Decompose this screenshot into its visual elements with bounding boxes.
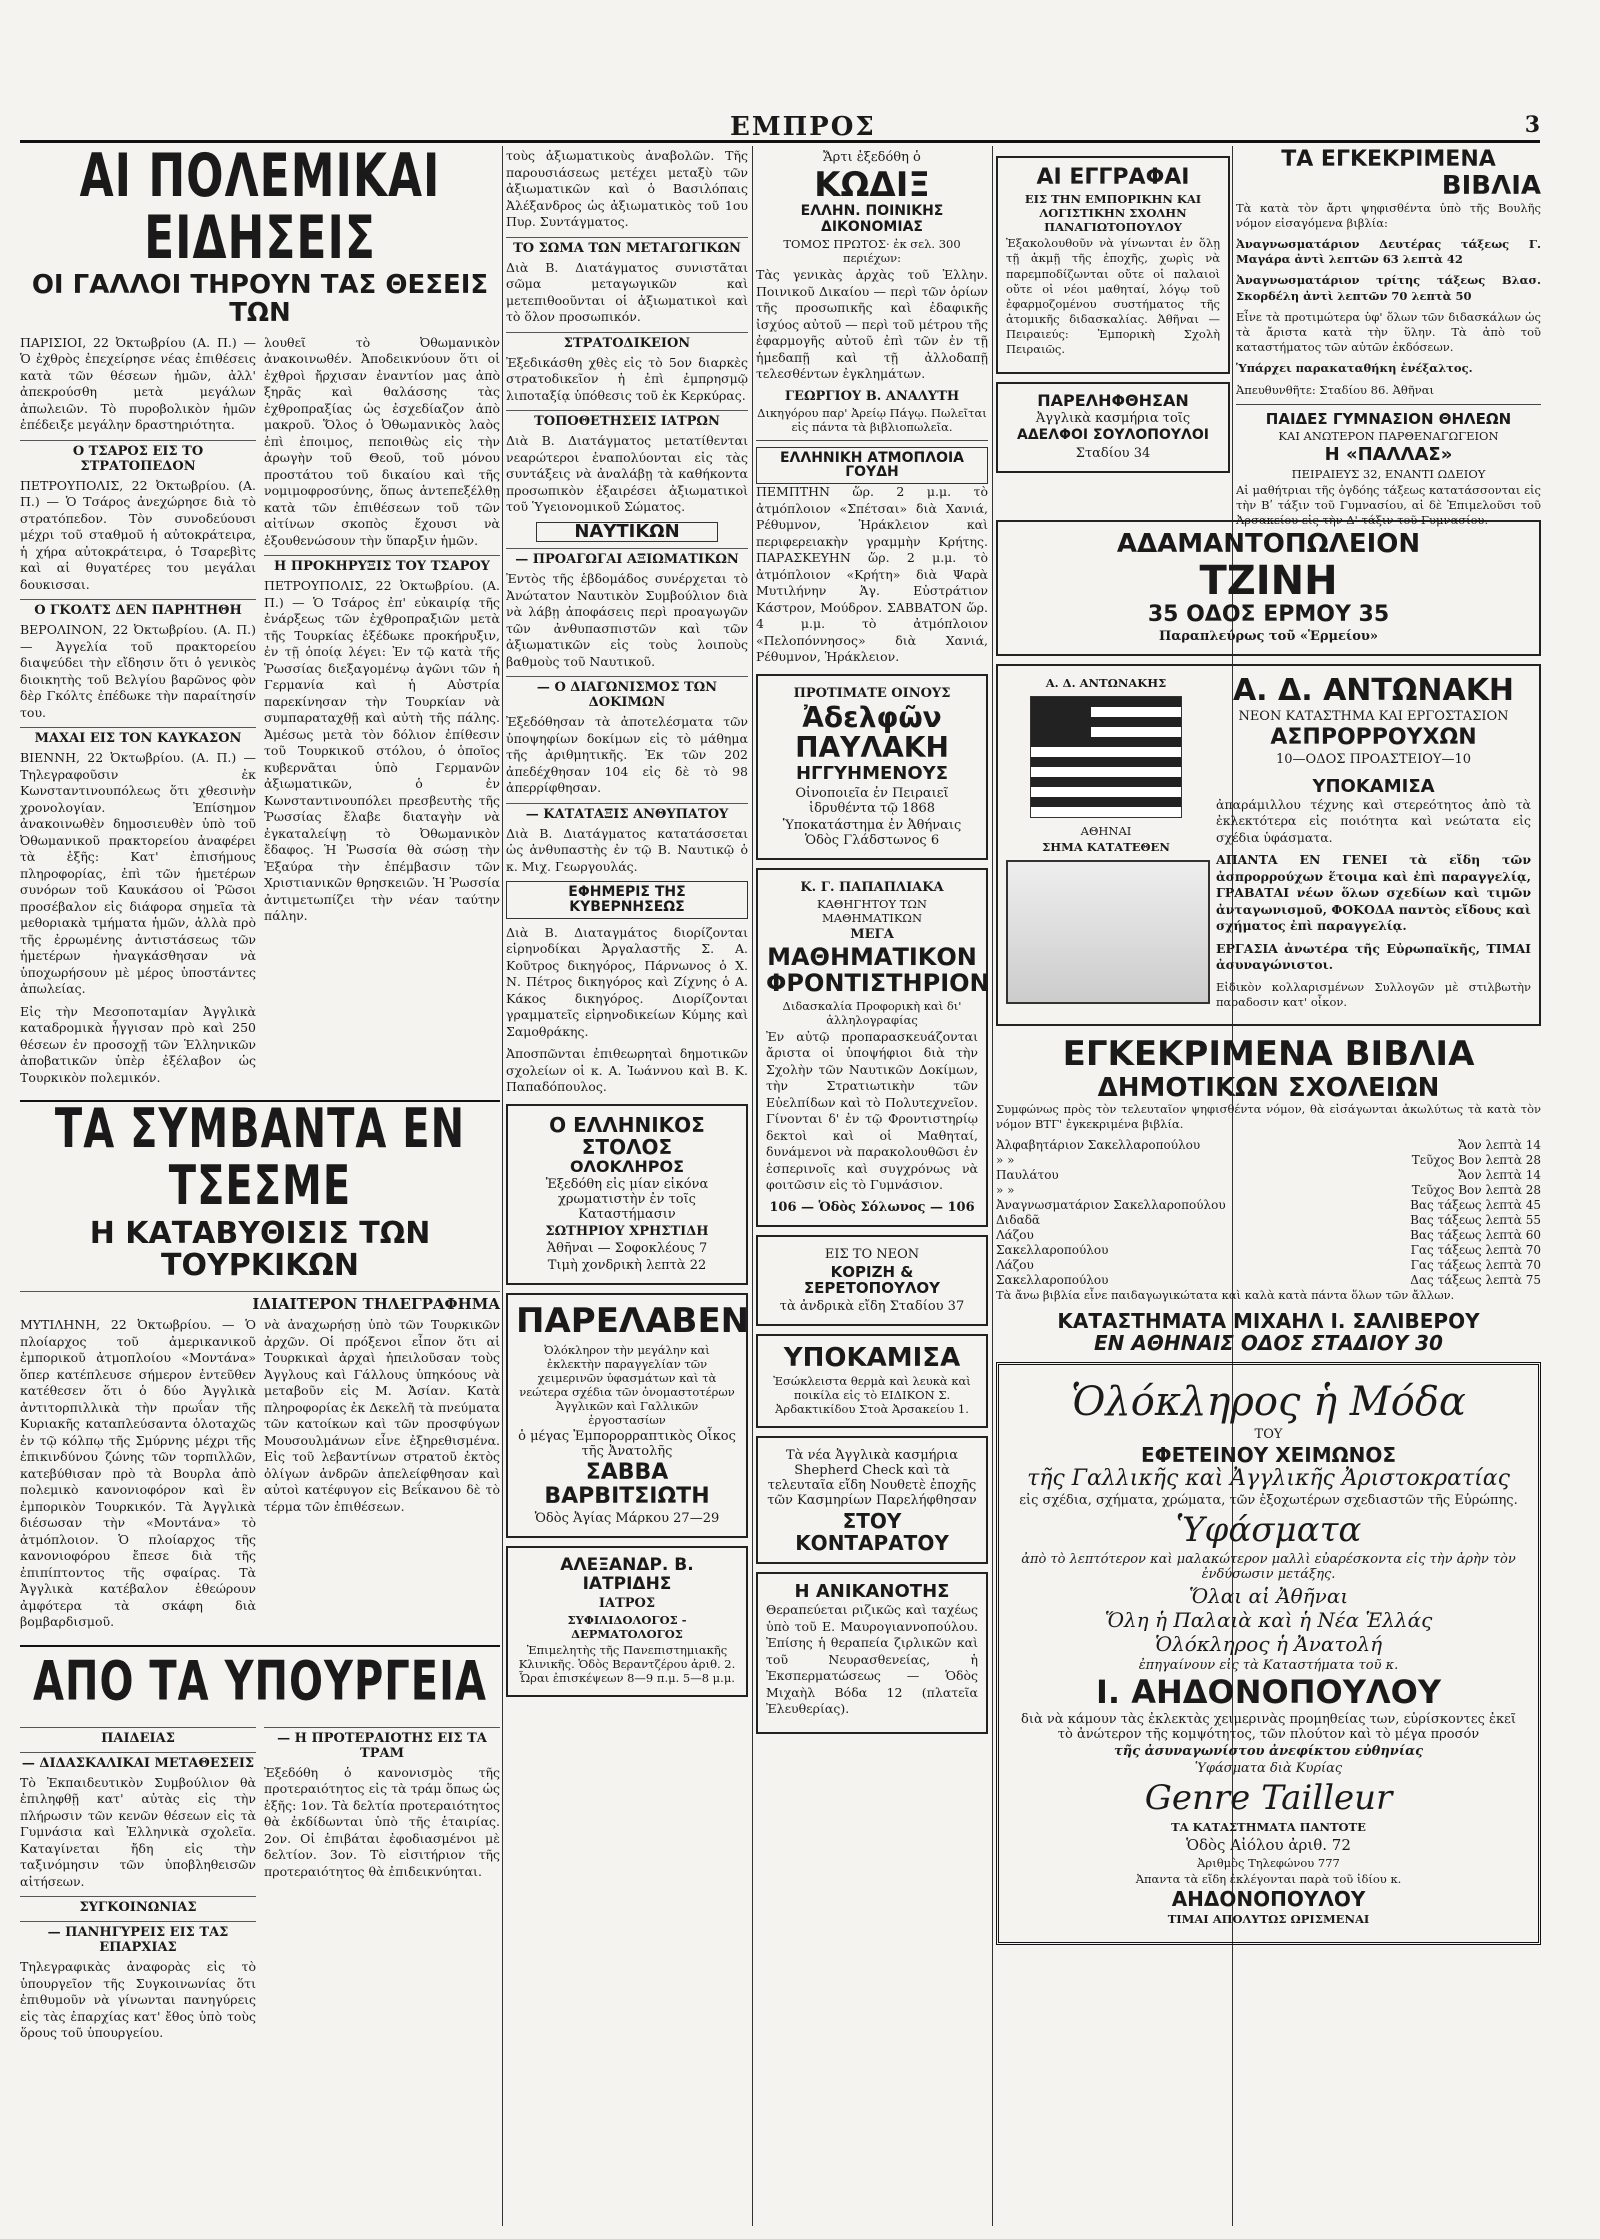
ad-paragraph: Ἀπευθυνθῆτε: Σταδίου 86. Ἀθῆναι — [1236, 382, 1434, 397]
column-ads-middle — [756, 148, 988, 1742]
ad-line: Διδασκαλία Προφορικὴ καὶ δι' ἀλληλογραφίας — [782, 998, 962, 1027]
section-heading-shipping: ΕΛΛΗΝΙΚΗ ΑΤΜΟΠΛΟΙΑ ΓΟΥΔΗ — [756, 447, 988, 484]
ad-title: ΜΑΘΗΜΑΤΙΚΟΝ ΦΡΟΝΤΙΣΤΗΡΙΟΝ — [766, 942, 990, 998]
book-price: Γας τάξεως λεπτὰ 70 — [1410, 1243, 1541, 1258]
ad-line: Ὁδὸς Ἀγίας Μάρκου 27—29 — [534, 1511, 720, 1527]
ad-title: Ἀδελφῶν ΠΑΥΛΑΚΗ — [795, 700, 949, 765]
section-heading: — Ο ΔΙΑΓΩΝΙΣΜΟΣ ΤΩΝ ΔΟΚΙΜΩΝ — [506, 676, 748, 710]
ad-line: Ἀριθμὸς Τηλεφώνου 777 — [1197, 1855, 1340, 1870]
article-paragraph: Ἐξεδόθη ὁ κανονισμὸς τῆς προτεραιότητος εἰς τὰ τράμ ὅπως ὡς ἑξῆς: 1ον. Τὰ δελτία προτεραιότητος θὰ ἐκδίδωνται ὑπὸ τῆς ἑταιρίας. 2ον. Οἱ ἐπιβάται ἐφοδιασμένοι μὲ δελτίον. 3ον. Τὸ εἰσιτήριον τῆς προτεραιότητος θὰ ἐπιδεικνύηται. — [264, 1764, 500, 1879]
ad-paragraph: Εἰδικὸν κολλαρισμένων Συλλογῶν μὲ στιλβωτὴν παραδοσιν κατ' οἶκον. — [1216, 979, 1531, 1009]
ad-line: τῆς Γαλλικῆς καὶ Ἀγγλικῆς Ἀριστοκρατίας — [1027, 1465, 1510, 1491]
ad-title: ΤΑ ΕΓΚΕΚΡΙΜΕΝΑ — [1281, 147, 1496, 172]
ad-line: 10—ΟΔΟΣ ΠΡΟΑΣΤΕΙΟΥ—10 — [1276, 751, 1471, 767]
ad-line: 106 — Ὁδὸς Σόλωνος — 106 — [769, 1199, 975, 1215]
section-heading: ΤΟΠΟΘΕΤΗΣΕΙΣ ΙΑΤΡΩΝ — [506, 410, 748, 429]
ad-line: Ἀθῆναι — Σοφοκλέους 7 — [546, 1241, 708, 1257]
book-price: Γας τάξεως λεπτὰ 70 — [1410, 1258, 1541, 1273]
ad-line: Ἀγγλικὰ κασμήρια τοῖς — [1035, 411, 1191, 427]
book-row — [996, 1273, 1541, 1287]
book-price: Τεῦχος Βον λεπτὰ 28 — [1411, 1153, 1541, 1168]
ad-title: ΠΑΙΔΕΣ ΓΥΜΝΑΣΙΟΝ ΘΗΛΕΩΝ — [1265, 409, 1512, 428]
article-paragraph: Εἰς τὴν Μεσοποταμίαν Ἀγγλικὰ καταδρομικὰ ἦγγισαν πρὸ καὶ 250 θέσεων ἐν προσοχῇ τῶν Ἑλληνικῶν ἀποβατικῶν ὑπὲρ ἐξέλαβον ὡς Τουρκικὸν πολεμικόν. — [20, 1003, 256, 1085]
logo-text: Α. Δ. ΑΝΤΩΝΑΚΗΣ — [1045, 675, 1167, 690]
ad-subtitle: ΕΝ ΑΘΗΝΑΙΣ ΟΔΟΣ ΣΤΑΔΙΟΥ 30 — [1094, 1330, 1443, 1355]
ad-line: Ὑποκατάστημα ἐν Ἀθήναις Ὁδὸς Γλάδστωνος 6 — [782, 817, 962, 848]
ad-subtitle: ΟΛΟΚΛΗΡΟΣ — [569, 1156, 684, 1176]
ad-line: Ἐπιμελητὴς τῆς Πανεπιστημιακῆς Κλινικῆς. Ὁδὸς Βεραντζέρου ἀριθ. 2. Ὧραι ἐπισκέψεων 8—9 π.μ. 5—8 μ.μ. — [518, 1642, 736, 1685]
book-row — [996, 1138, 1541, 1152]
ad-title: ΥΠΟΚΑΜΙΣΑ — [783, 1342, 961, 1373]
book-name: Λάζου — [996, 1228, 1034, 1243]
ad-line: ἀπὸ τὸ λεπτότερον καὶ μαλακώτερον μαλλὶ εὐαρέσκοντα εἰς τὴν ἀρὴν τὸν ἐνδύσωσιν μετάξης. — [1021, 1551, 1516, 1582]
ad-greek-fleet — [506, 1104, 748, 1286]
ad-title: Α. Δ. ΑΝΤΩΝΑΚΗ — [1232, 672, 1515, 708]
ad-title-tzini: ΤΖΙΝΗ — [1199, 557, 1338, 604]
ad-line: Τὰ νέα Ἀγγλικὰ κασμήρια Shepherd Check καὶ τὰ τελευταῖα εἴδη Νουθετὲ ἐποχῆς τῶν Κασμηρίων Παρελήφθησαν — [767, 1448, 977, 1509]
ad-line: ἐπηγαίνουν εἰς τὰ Καταστήματα τοῦ κ. — [1138, 1657, 1399, 1673]
article-paragraph: Διὰ Β. Διατάγματος συνιστᾶται σῶμα μεταγωγικῶν καὶ μετεπιθοοῦνται οἱ ἀξιωματικοὶ καὶ τὸ ὅλον προσωπικόν. — [506, 259, 748, 324]
ad-line: Ἄρτι ἐξεδόθη ὁ — [823, 150, 921, 165]
article-paragraph: Διὰ Β. Διατάγματος μετατίθενται νεαρώτεροι ἐναπολύονται εἰς τὰς συντάξεις νὰ ἀναλάβῃ τὰ καθήκοντα προσωπικὸν ἐξαιρέσει ἀξιωματικοὶ τοῦ Ὑγειονομικοῦ Σώματος. — [506, 433, 748, 514]
ad-line: Σταδίου 34 — [1075, 445, 1151, 461]
ad-line: ΚΑΘΗΓΗΤΟΥ ΤΩΝ ΜΑΘΗΜΑΤΙΚΩΝ — [817, 896, 927, 925]
ad-line: ΕΙΣ ΤΟ ΝΕΟΝ — [824, 1246, 920, 1262]
ad-soulopouloi — [996, 382, 1230, 473]
headline-war-news: ΑΙ ΠΟΛΕΜΙΚΑΙ ΕΙΔΗΣΕΙΣ — [79, 141, 441, 273]
ad-title: ΑΛΕΞΑΝΔΡ. Β. ΙΑΤΡΙΔΗΣ — [560, 1555, 694, 1594]
masthead-title: ΕΜΠΡΟΣ — [730, 112, 876, 142]
ad-paragraph: ΕΡΓΑΣΙΑ ἀνωτέρα τῆς Εὐρωπαϊκῆς, ΤΙΜΑΙ ἀσυναγώνιστοι. — [1216, 940, 1531, 973]
book-price: Βας τάξεως λεπτὰ 55 — [1410, 1213, 1541, 1228]
section-heading: ΤΟ ΣΩΜΑ ΤΩΝ ΜΕΤΑΓΩΓΙΚΩΝ — [506, 237, 748, 256]
ad-line: Ὁλόκληρος ἡ Ἀνατολή — [1154, 1631, 1383, 1656]
column-military — [506, 148, 748, 1705]
article-paragraph: Διὰ Β. Διαταγμάτος διορίζονται εἰρηνοδίκαι Ἀργαλαστῆς Σ. Α. Κοῦτρος δικηγόρος, Πάρνωνος ὁ Χ. Ν. Πέτρος δικηγόρος καὶ Ζίχνης ὁ Α. Κάκος δικηγόρος. Διορίζονται γραμματεῖς εἰρηνοδικείων Κύμης καὶ Σαμοθράκης. — [506, 924, 748, 1039]
column-rule — [752, 146, 753, 2226]
ad-line: ΕΙΣ ΤΗΝ ΕΜΠΟΡΙΚΗΝ ΚΑΙ ΛΟΓΙΣΤΙΚΗΝ ΣΧΟΛΗΝ ΠΑΝΑΓΙΩΤΟΠΟΥΛΟΥ — [1024, 192, 1202, 235]
column-ads-right — [996, 148, 1230, 481]
ad-line: ΤΑ ΚΑΤΑΣΤΗΜΑΤΑ ΠΑΝΤΟΤΕ — [1171, 1819, 1366, 1834]
article-paragraph: Διὰ Β. Διατάγματος κατατάσσεται ὡς ἀνθυπαστὴς ἐν τῷ Β. Ναυτικῷ ὁ κ. Μιχ. Γεωργουλάς. — [506, 825, 748, 874]
section-heading: — ΔΙΔΑΣΚΑΛΙΚΑΙ ΜΕΤΑΘΕΣΕΙΣ — [20, 1752, 256, 1771]
ad-title-books: ΕΓΚΕΚΡΙΜΕΝΑ ΒΙΒΛΙΑ — [1062, 1034, 1475, 1075]
ad-subtitle: Η «ΠΑΛΛΑΣ» — [1324, 444, 1453, 466]
ad-impotence — [756, 1572, 988, 1733]
article-paragraph: νὰ ἀναχωρήσῃ ὑπὸ τῶν Τουρκικῶν ἀρχῶν. Οἱ πρόξενοι εἶπον ὅτι αἱ Τουρκικαὶ ἀρχαὶ ἠπειλοῦσαν τοὺς Ἀγγλους καὶ Γάλλους ὑπηκόους νὰ μεταβοῦν εἰς Μ. Ἀσίαν. Κατὰ πληροφορίας ἐκ Δεκελῆ τὰ πνεύματα τῶν κατοίκων καὶ τῶν προσφύγων Μουσουλμάνων εἶνε ἐξηρεθισμένα. Εἰς τοῦ λεβαντίνων στρατοῦ ἐκτὸς ὀλίγων ἀνδρῶν ἀπελείφθησαν καὶ αὐτοὶ κατέφυγον εἰς Βεΐκανου δὲ τὸ τέρμα τῶν ἐπιθέσεων. — [264, 1317, 500, 1514]
article-paragraph: Τὸ Ἐκπαιδευτικὸν Συμβούλιον θὰ ἐπιληφθῇ κατ' αὐτὰς εἰς τὴν πλήρωσιν τῶν κενῶν θέσεων εἰς τὰ Γυμνάσια καὶ Ἑλληνικὰ σχολεῖα. Καταγίνεται ἤδη εἰς τὴν ταξινόμησιν τῶν ὑποβληθεισῶν αἰτήσεων. — [20, 1774, 256, 1889]
book-name: Διδαδᾶ — [996, 1213, 1041, 1228]
ad-line: εἰς σχέδια, σχήματα, χρώματα, τῶν ἐξοχωτέρων σχεδιαστῶν τῆς Εὐρώπης. — [1019, 1492, 1518, 1508]
headline-ministries: ΑΠΟ ΤΑ ΥΠΟΥΡΓΕΙΑ — [33, 1650, 487, 1714]
book-name: » » — [996, 1153, 1015, 1168]
ad-line: ΙΑΤΡΟΣ — [598, 1595, 656, 1611]
ad-paragraph: Τὰ κατὰ τὸν ἄρτι ψηφισθέντα ὑπὸ τῆς Βουλῆς νόμον εἰσαγόμενα βιβλία: — [1236, 200, 1541, 230]
ad-antonaki — [996, 664, 1541, 1026]
ad-line: Δικηγόρου παρ' Ἀρείῳ Πάγῳ. Πωλεῖται εἰς πάντα τὰ βιβλιοπωλεῖα. — [757, 405, 987, 434]
book-row — [996, 1198, 1541, 1212]
ad-line: ΣΥΦΙΛΙΔΟΛΟΓΟΣ - ΔΕΡΜΑΤΟΛΟΓΟΣ — [567, 1612, 687, 1641]
section-heading: ΙΔΙΑΙΤΕΡΟΝ ΤΗΛΕΓΡΑΦΗΜΑ — [20, 1291, 500, 1313]
section-heading: — ΠΡΟΑΓΩΓΑΙ ΑΞΙΩΜΑΤΙΚΩΝ — [506, 548, 748, 567]
ad-subtitle: ΗΓΓΥΗΜΕΝΟΥΣ — [795, 763, 948, 785]
ad-line: ΤΟΜΟΣ ΠΡΩΤΟΣ· ἐκ σελ. 300 περιέχων: — [783, 237, 961, 266]
section-heading: Η ΠΡΟΚΗΡΥΞΙΣ ΤΟΥ ΤΣΑΡΟΥ — [264, 555, 500, 574]
logo-text: ΣΗΜΑ ΚΑΤΑΤΕΘΕΝ — [1042, 839, 1170, 854]
ad-jeweler-tzini — [996, 520, 1541, 656]
ad-paragraph: Συμφώνως πρὸς τὸν τελευταῖον ψηφισθέντα νόμον, θὰ εἰσάγωνται ἀκωλύτως τὰ κατὰ τὸν νόμον ΒΤΓ' ἐγκεκριμένα βιβλία. — [996, 1102, 1541, 1132]
ad-parelaven — [506, 1293, 748, 1538]
section-heading: ΣΥΓΚΟΙΝΩΝΙΑΣ — [20, 1896, 256, 1915]
ad-title: ΠΑΡΕΛΑΒΕΝ — [516, 1301, 750, 1342]
ad-kontaratos — [756, 1436, 988, 1564]
ad-title: ΥΠΟΚΑΜΙΣΑ — [1312, 775, 1435, 797]
section-heading: ΣΤΡΑΤΟΔΙΚΕΙΟΝ — [506, 332, 748, 351]
column-books-pallas — [1236, 147, 1541, 528]
book-price: Τεῦχος Βον λεπτὰ 28 — [1411, 1183, 1541, 1198]
ad-title: ΑΙ ΕΓΓΡΑΦΑΙ — [1036, 165, 1190, 190]
ad-line: Ὑφάσματα διὰ Κυρίας — [1194, 1760, 1343, 1776]
article-paragraph: Ἐξεδικάσθη χθὲς εἰς τὸ 5ον διαρκὲς στρατοδικεῖον ἡ ἐπὶ ἐμπρησμῷ λιποταξίᾳ ὑπόθεσις τοῦ ἐκ Κερκύρας. — [506, 354, 748, 403]
book-price: Βας τάξεως λεπτὰ 45 — [1410, 1198, 1541, 1213]
ad-line: Οἰνοποιεῖα ἐν Πειραιεῖ ἱδρυθέντα τῷ 1868 — [795, 785, 949, 816]
ad-line: Παραπλεύρως τοῦ «Ἑρμείου» — [1158, 628, 1379, 644]
wide-ads — [996, 520, 1541, 1945]
ad-paragraph: Εἶνε τὰ προτιμώτερα ὑφ' ὅλων τῶν διδασκάλων ὡς τὰ ἄριστα κατὰ τὴν ὕλην. Τὰ ἀπὸ τοῦ καταστήματος τῶν αὐτῶν ἐκδόσεων. — [1236, 309, 1541, 355]
book-name: Ἀναγνωσματάριον Σακελλαροπούλου — [996, 1198, 1226, 1213]
ad-line: ΝΕΟΝ ΚΑΤΑΣΤΗΜΑ ΚΑΙ ΕΡΓΟΣΤΑΣΙΟΝ — [1238, 708, 1509, 724]
ad-paragraph: ΑΠΑΝΤΑ ΕΝ ΓΕΝΕΙ τὰ εἴδη τῶν ἀσπρορρούχων ἕτοιμα καὶ ἐπὶ παραγγελίᾳ, ΓΡΑΒΑΤΑΙ νέων ὅλων σχεδίων καὶ τιμῶν ἀνταγωνισμοῦ, ΦΟΚΟΔΑ παντὸς εἴδους καὶ σχήματος ἐπὶ παραγγελίᾳ. — [1216, 852, 1531, 934]
ad-title: Genre Tailleur — [1144, 1777, 1393, 1818]
ad-subtitle: 35 ΟΔΟΣ ΕΡΜΟΥ 35 — [1147, 601, 1390, 627]
ad-paragraph: Ὑπάρχει παρακαταθήκη ἐνέξαλτος. — [1236, 361, 1473, 376]
ad-line: ΤΟΥ — [1254, 1426, 1283, 1442]
ad-line: Ἀπαντα τὰ εἴδη ἐκλέγονται παρὰ τοῦ ἰδίου κ. — [1135, 1871, 1402, 1886]
ad-paragraph: Ἀναγνωσματάριον Δευτέρας τάξεως Γ. Μαγάρα ἀντὶ λεπτῶν 63 λεπτὰ 42 — [1236, 237, 1541, 267]
book-name: » » — [996, 1183, 1015, 1198]
subhead-french: ΟΙ ΓΑΛΛΟΙ ΤΗΡΟΥΝ ΤΑΣ ΘΕΣΕΙΣ ΤΩΝ — [31, 270, 489, 328]
ad-line: ΣΩΤΗΡΙΟΥ ΧΡΗΣΤΙΔΗ — [545, 1224, 709, 1240]
ad-line: ΚΑΙ ΑΝΩΤΕΡΟΝ ΠΑΡΘΕΝΑΓΩΓΕΙΟΝ — [1278, 429, 1499, 444]
section-heading-naval: ΝΑΥΤΙΚΩΝ — [536, 522, 718, 543]
ad-title: ΑΗΔΟΝΟΠΟΥΛΟΥ — [1171, 1886, 1366, 1911]
article-paragraph: ΜΥΤΙΛΗΝΗ, 22 Ὀκτωβρίου. — Ὁ πλοίαρχος τοῦ ἀμερικανικοῦ ἐμπορικοῦ ἀτμοπλοίου «Μοντάνα» ὅπερ κατέπλευσε σήμερον ἐντεῦθεν κατέθεσεν ὅτι ὁ δύο Ἀγγλικὰ ἀντιτορπιλλικὰ τὴν πρωΐαν τῆς Κυριακῆς καταπλεύσαντα ὁλοταχῶς ἐν τῷ κόλπῳ τῆς Σμύρνης μέχρι τῆς ἐπικινδύνου ζώνης τῶν τορπιλλῶν, κατεβύθισαν πρὸ τὰ Βουρλα ἀπὸ πολεμικὸ κανονιοφόρον καὶ ἓν ἐμπορικὸν Τουρκικόν. Τὰ Ἀγγλικὰ διέσωσαν τὴν «Μοντάνα» τὸ ἀτμόπλοιον. Ὁ πλοίαρχος τῆς κανονιοφόρου ἔπεσε διὰ τῆς ἐπιπίπτοντος τῆς σφαίρας. Τὰ Ἀγγλικὰ κατέβαλον ἐθεώρουν ἀμφότερα τὰ σκάφη διὰ βομβαρδισμοῦ. — [20, 1317, 256, 1630]
book-row — [996, 1213, 1541, 1227]
article-paragraph: ΒΙΕΝΝΗ, 22 Ὀκτωβρίου. (Α. Π.) — Τηλεγραφοῦσιν ἐκ Κωνσταντινουπόλεως ὅτι χθεσινὴν χρονολογίαν. Ἐπίσημον ἀνακοινωθὲν δημοσιευθὲν ὑπὸ τοῦ Ὀθωμανικοῦ πρακτορείου ἀναφέρει τὰ ἑξῆς: Κατ' ἐπισήμους πληροφορίας, ἐπὶ τῶν ἡμετέρων συνόρων τοῦ Καυκάσου οἱ Ῥῶσοι προσέβαλον εἰς διάφορα σημεῖα τὰ μεθοριακὰ τμήματα ἡμῶν, ἀλλὰ πρὸ τῆς ἐρρωμένης ἀντιστάσεως τῶν ἡμετέρων ἠναγκάσθησαν νὰ ὑποχωρήσουν μὲ μέρος ὑποστάντες ἀπωλείας. — [20, 750, 256, 997]
ad-shirts — [756, 1334, 988, 1429]
ad-doctor — [506, 1546, 748, 1696]
ad-paragraph: Τὰ ἄνω βιβλία εἶνε παιδαγωγικώτατα καὶ καλὰ κατὰ πάντα ὅλων τῶν ἄλλων. — [996, 1288, 1455, 1303]
section-heading: — ΚΑΤΑΤΑΞΙΣ ΑΝΘΥΠΑΤΟΥ — [506, 803, 748, 822]
ad-korizi — [756, 1235, 988, 1326]
section-heading: ΠΑΙΔΕΙΑΣ — [20, 1727, 256, 1746]
ad-line: Ἐξεδόθη εἰς μίαν εἰκόνα χρωματιστὴν ἐν τοῖς Καταστήμασιν — [545, 1177, 709, 1223]
section-heading: — ΠΑΝΗΓΥΡΕΙΣ ΕΙΣ ΤΑΣ ΕΠΑΡΧΙΑΣ — [20, 1921, 256, 1955]
page-number: 3 — [1524, 112, 1540, 138]
ad-registrations — [996, 156, 1230, 374]
ad-line: ΓΕΩΡΓΙΟΥ Β. ΑΝΑΛΥΤΗ — [784, 388, 960, 404]
ad-line: ΤΙΜΑΙ ΑΠΟΛΥΤΩΣ ΩΡΙΣΜΕΝΑΙ — [1167, 1911, 1370, 1926]
masthead — [20, 112, 1540, 143]
ad-subtitle: ΕΛΛΗΝ. ΠΟΙΝΙΚΗΣ ΔΙΚΟΝΟΜΙΑΣ — [800, 203, 944, 235]
antonaki-logo — [1006, 674, 1206, 1016]
ad-title: ΣΑΒΒΑ ΒΑΡΒΙΤΣΙΩΤΗ — [544, 1459, 710, 1509]
article-paragraph: τοὺς ἀξιωματικοὺς ἀναβολῶν. Τῆς παρουσιάσεως μετέχει μεταξὺ τῶν ἀξιωματικῶν καὶ ὁ Βασιλόπαις Ἀλέξανδρος ὡς ἀξιωματικὸς τοῦ 1ου Πυρ. Συντάγματος. — [506, 148, 748, 229]
ad-line: Τιμὴ χονδρικὴ λεπτὰ 22 — [547, 1258, 707, 1274]
ad-title: Ὁλόκληρος ἡ Μόδα — [1071, 1378, 1466, 1425]
ad-subtitle: ΑΣΠΡΟΡΡΟΥΧΩΝ — [1270, 724, 1477, 750]
book-price: Βας τάξεως λεπτὰ 60 — [1410, 1228, 1541, 1243]
column-rule — [502, 146, 503, 2226]
article-paragraph: λουθεῖ τὸ Ὀθωμανικὸν ἀνακοινωθέν. Ἀποδεικνύουν ὅτι οἱ ἐχθροὶ ἤρχισαν ἐναντίον μας ἀπὸ ξηρᾶς καὶ θαλάσσης τὰς ἐχθροπραξίας ὡς ἐσχεδίαζον ἀπὸ μακροῦ. Ὅλος ὁ Ὀθωμανικὸς λαὸς ἐπὶ ἐποιμος, πεποιθὼς εἰς τὴν ἀρωγὴν τοῦ Θεοῦ, τοῦ μόνου προστάτου τοῦ δικαίου καὶ τῆς νομιμοφροσύνης, ὅπως ἀντεπεξέλθῃ κατὰ τῶν ἐπιθέσεων τοῦ τῶν αἰτίνων σκοπὸς ἔχουσι νὰ ἐξουθενώσουν τὴν ὕπαρξιν ἡμῶν. — [264, 334, 500, 548]
book-row — [996, 1168, 1541, 1182]
ad-subtitle: ΒΙΒΛΙΑ — [1441, 171, 1541, 202]
shirt-illustration-icon — [1006, 860, 1210, 1004]
article-paragraph: Ἐντὸς τῆς ἑβδομάδος συνέρχεται τὸ Ἀνώτατον Ναυτικὸν Συμβούλιον διὰ νὰ λάβῃ ἀποφάσεις περὶ προαγωγῶν τῶν ἀνθυπασπιστῶν καὶ τῶν ἀξιωματικῶν εἰς τοὺς λοιποὺς βαθμοὺς τοῦ Ναυτικοῦ. — [506, 571, 748, 669]
ad-line: Ὁδὸς Αἰόλου ἀριθ. 72 — [1186, 1835, 1351, 1854]
ad-title: Ο ΕΛΛΗΝΙΚΟΣ ΣΤΟΛΟΣ — [549, 1112, 705, 1159]
column-war-news — [20, 141, 500, 2048]
ad-line: Ὅλη ἡ Παλαιὰ καὶ ἡ Νέα Ἑλλάς — [1104, 1607, 1433, 1632]
headline-sinking: Η ΚΑΤΑΒΥΘΙΣΙΣ ΤΩΝ ΤΟΥΡΚΙΚΩΝ — [89, 1216, 431, 1283]
book-row — [996, 1153, 1541, 1167]
article-paragraph: ΠΕΤΡΟΥΠΟΛΙΣ, 22 Ὀκτωβρίου. (Α. Π.) — Ὁ Τσάρος ἀνεχώρησε διὰ τὸ στρατόπεδον. Τὸν συνοδεύουσι μέχρι τοῦ σταθμοῦ ἡ αὐτοκράτειρα, ἡ χήρα αὐτοκράτειρα, ὁ Τσαρεβὶτς καὶ αἱ θυγατέρες του μεγάλαι δουκισσαι. — [20, 477, 256, 592]
article-paragraph: ΠΑΡΙΣΙΟΙ, 22 Ὀκτωβρίου (Α. Π.) — Ὁ ἐχθρὸς ἐπεχείρησε νέας ἐπιθέσεις κατὰ τῶν θέσεων ἡμῶν, ἀλλ' ἀπεκρούσθη μετὰ μεγάλων ἀπωλειῶν. Τὸ πυροβολικὸν ἡμῶν ἐπέδειξε μεγάλην δραστηριότητα. — [20, 334, 256, 433]
ad-line: τὰ ἀνδρικὰ εἴδη Σταδίου 37 — [779, 1298, 965, 1314]
section-heading: Ο ΓΚΟΛΤΣ ΔΕΝ ΠΑΡΗΤΗΘΗ — [20, 599, 256, 618]
ad-title: ΑΔΕΛΦΟΙ ΣΟΥΛΟΠΟΥΛΟΙ — [1017, 427, 1209, 444]
book-name: Σακελλαροπούλου — [996, 1243, 1109, 1258]
ad-line: ΜΕΓΑ — [850, 926, 894, 942]
article-paragraph: Ἐξεδόθησαν τὰ ἀποτελέσματα τῶν ὑποψηφίων δοκίμων εἰς τὸ μάθημα τῆς ἀριθμητικῆς. Ἐκ τῶν 202 ἀπεδέχθησαν 104 εἰς δὲ τὸ 98 ἀπερρίφθησαν. — [506, 714, 748, 796]
ad-title: ΣΤΟΥ ΚΟΝΤΑΡΑΤΟΥ — [795, 1509, 949, 1556]
book-row — [996, 1228, 1541, 1242]
section-heading: ΜΑΧΑΙ ΕΙΣ ΤΟΝ ΚΑΥΚΑΣΟΝ — [20, 727, 256, 746]
ad-subtitle: ΔΗΜΟΤΙΚΩΝ ΣΧΟΛΕΙΩΝ — [1097, 1072, 1440, 1103]
books-list — [996, 1138, 1541, 1287]
ad-paragraph: Αἱ μαθήτριαι τῆς ὀγδόης τάξεως κατατάσσονται εἰς τὴν Βʹ τάξιν τοῦ Γυμνασίου, αἱ δὲ Ἐπιμελοῦσι τοῦ Ἀρσακείου εἰς τὴν Δ' τάξιν τοῦ Γυμνασίου. — [1236, 482, 1541, 528]
ad-line: Κ. Γ. ΠΑΠΑΠΛΙΑΚΑ — [800, 879, 944, 895]
article-paragraph: ΠΕΜΠΤΗΝ ὥρ. 2 μ.μ. τὸ ἀτμόπλοιον «Σπέτσαι» διὰ Χανιά, Ρέθυμνον, Ἡράκλειον καὶ περιφερειακὴν γραμμὴν Κρήτης. ΠΑΡΑΣΚΕΥΗΝ ὥρ. 2 μ.μ. τὸ ἀτμόπλοιον «Κρήτη» διὰ Ψαρὰ Μυτιλήνην Ἁγ. Εὐστράτιον Κάστρον, Μούδρον. ΣΑΒΒΑΤΟΝ ὥρ. 4 μ.μ. τὸ ἀτμόπλοιον «Πελοπόννησος» διὰ Χανιά, Ρέθυμνον, Ἡράκλειον. — [756, 484, 988, 665]
ad-line: ΠΕΙΡΑΙΕΥΣ 32, ΕΝΑΝΤΙ ΩΔΕΙΟΥ — [1291, 466, 1486, 481]
book-price: Ἄον λεπτὰ 14 — [1458, 1138, 1541, 1153]
book-name: Λάζου — [996, 1258, 1034, 1273]
article-paragraph: Ἀποσπῶνται ἐπιθεωρηταὶ δημοτικῶν σχολείων οἱ κ. Α. Ἰωάννου καὶ Β. Κ. Παπαδόπουλος. — [506, 1046, 748, 1095]
ad-line: διὰ νὰ κάμουν τὰς ἐκλεκτὰς χειμερινὰς προμηθείας των, εὑρίσκοντες ἐκεῖ τὸ ἀνώτερον τῆς κομψότητος, τῶν πλούτον καὶ τὸ μέγα προσόν — [1021, 1711, 1516, 1742]
ad-math-tutoring — [756, 868, 988, 1227]
ad-paragraph: Ἀναγνωσματάριον τρίτης τάξεως Βλασ. Σκορδέλη ἀντὶ λεπτῶν 70 λεπτὰ 50 — [1236, 273, 1541, 303]
article-paragraph: Θεραπεύεται ριζικῶς καὶ ταχέως ὑπὸ τοῦ Ε. Μαυρογιαννοπούλου. Ἐπίσης ἡ θεραπεία ζιρλικῶν καὶ τοῦ Νευρασθενείας, ἡ Ἐκσπερματώσεως — Ὁδὸς Μιχαὴλ Βόδα 12 (πλατεῖα Ἐλευθερίας). — [766, 1602, 978, 1717]
ad-paragraph: ἀπαράμιλλου τέχνης καὶ στερεότητος ἀπὸ τὰ ἐκλεκτότερα εἰς ποιότητα καὶ νεώτατα εἰς σχέδια ὑφάσματα. — [1216, 796, 1531, 845]
flag-icon — [1030, 696, 1182, 818]
ad-subtitle: ΕΦΕΤΕΙΝΟΥ ΧΕΙΜΩΝΟΣ — [1140, 1442, 1397, 1467]
book-price: Ἄον λεπτὰ 14 — [1458, 1168, 1541, 1183]
headline-tsesme: ΤΑ ΣΥΜΒΑΝΤΑ ΕΝ ΤΣΕΣΜΕ — [54, 1099, 466, 1218]
book-name: Σακελλαροπούλου — [996, 1273, 1109, 1288]
ad-line: ΠΡΟΤΙΜΑΤΕ ΟΙΝΟΥΣ — [793, 685, 951, 701]
ad-line: Ὅλαι αἱ Ἀθῆναι — [1188, 1583, 1349, 1608]
article-paragraph: Τηλεγραφικὰς ἀναφορὰς εἰς τὸ ὑπουργεῖον τῆς Συγκοινωνίας ὅτι ἐπιθυμοῦν νὰ γίνωνται πανηγύρεις εἰς τὰς ἐπαρχίας κατ' ἔθος ὑπὸ τοὺς ὅρους τοῦ ὑπουργείου. — [20, 1959, 256, 2041]
column-rule — [992, 146, 993, 2226]
book-name: Παυλάτου — [996, 1168, 1059, 1183]
book-row — [996, 1243, 1541, 1257]
article-paragraph: ΠΕΤΡΟΥΠΟΛΙΣ, 22 Ὀκτωβρίου. (Α. Π.) — Ὁ Τσάρος ἐπ' εὐκαιρίᾳ τῆς ἐνάρξεως τῶν ἐχθροπραξιῶν μετὰ τῆς Τουρκίας ἐξέδωκε προκήρυξιν, ἐν τῇ ὁποίᾳ λέγει: Ἐν τῷ κατὰ τῆς Ῥωσσίας διεξαγομένῳ ἀγῶνι τῶν ἡ Γερμανία καὶ ἡ Αὐστρία παρεκίνησαν τὴν Τουρκίαν νὰ συμπαραταχθῇ καὶ αὐτὴ τῆς πάλης. Ἀμέσως μετὰ τὸν δόλιον ἐπίθεσιν τοῦ Τουρκικοῦ στόλου, ὁ ὁποῖος κυβερνᾶται ὑπὸ Γερμανῶν ἀξιωματικῶν, ὁ ἐν Κωνσταντινουπόλει πρεσβευτὴς τῆς Ῥωσσίας ἔλαβε διαταγὴν νὰ ἐγκαταλείψῃ τὸ Ὀθωμανικὸν ἔδαφος. Ἡ Ῥωσσία θὰ σώσῃ τὴν Ἐξαύρα τὴν ἐπέμβασιν τῶν Χριστιανικῶν θρησκειῶν. Ἡ Ῥωσσία ἀντιμετωπίζει τὴν νέαν ταύτην πάλην. — [264, 578, 500, 924]
logo-text: ΑΘΗΝΑΙ — [1080, 823, 1132, 838]
ad-wines — [756, 674, 988, 860]
ad-title: Ι. ΑΗΔΟΝΟΠΟΥΛΟΥ — [1096, 1672, 1441, 1711]
article-paragraph: Τὰς γενικὰς ἀρχὰς τοῦ Ἑλλην. Ποινικοῦ Δικαίου — περὶ τῶν ὁρίων τῆς προσωπικῆς καὶ ἐδαφικῆς ἰσχύος αὐτοῦ — περὶ τοῦ μέτρου τῆς ἐφαρμογῆς αὐτοῦ ἐπὶ τῶν ἐν τῇ ἡμεδαπῇ καὶ τῇ ἀλλοδαπῇ τελεσθέντων ἐγκλημάτων. — [756, 267, 988, 382]
ad-title: ΚΑΤΑΣΤΗΜΑΤΑ ΜΙΧΑΗΛ Ι. ΣΑΛΙΒΕΡΟΥ — [1057, 1308, 1480, 1333]
ad-title: Η ΑΝΙΚΑΝΟΤΗΣ — [794, 1581, 950, 1603]
article-paragraph: Ἐξακολουθοῦν νὰ γίνωνται ἐν ὅλῃ τῇ ἀκμῇ τῆς ἐποχῆς, χωρὶς νὰ παρεμποδίζωνται οὔτε οἱ παλαιοὶ οὔτε οἱ νέοι μαθηταί, λόγῳ τοῦ ἐφαρμοζομένου συστήματος τῆς ἀτομικῆς διδασκαλίας. Ἀθῆναι — Πειραιεύς: Ἐμπορικὴ Σχολὴ Πειραιῶς. — [1006, 236, 1220, 357]
article-paragraph: ΒΕΡΟΛΙΝΟΝ, 22 Ὀκτωβρίου. (Α. Π.) — Ἀγγελία τοῦ πρακτορείου διαψεύδει τὴν εἴδησιν ὅτι ὁ γενικὸς διοικητὴς τοῦ Βελγίου βαρῶνος φὸν δὲρ Γκόλτς ἐπέδωκε τὴν παραίτησίν του. — [20, 622, 256, 720]
book-price: Δας τάξεως λεπτὰ 75 — [1410, 1273, 1541, 1288]
ad-title: ΑΔΑΜΑΝΤΟΠΩΛΕΙΟΝ — [1116, 529, 1421, 559]
section-heading: — Η ΠΡΟΤΕΡΑΙΟΤΗΣ ΕΙΣ ΤΑ ΤΡΑΜ — [264, 1727, 500, 1761]
ad-line: ὁ μέγας Ἐμπορορραπτικὸς Οἶκος τῆς Ἀνατολῆς — [518, 1428, 736, 1459]
ad-line: Ὀλόκληρον τὴν μεγάλην καὶ ἐκλεκτὴν παραγγελίαν τῶν χειμερινῶν ὑφασμάτων καὶ τὰ νεώτερα σχέδια τῶν ὀνομαστοτέρων Ἀγγλικῶν καὶ Γαλλικῶν ἐργοστασίων — [519, 1342, 735, 1427]
ad-title: Ὑφάσματα — [1175, 1509, 1362, 1550]
ad-title: ΚΟΡΙΖΗ & ΣΕΡΕΤΟΠΟΥΛΟΥ — [803, 1262, 941, 1298]
book-name: Ἀλφαβητάριον Σακελλαροπούλου — [996, 1138, 1201, 1153]
article-paragraph: Ἐν αὐτῷ προπαρασκευάζονται ἄριστα οἱ ὑποψήφιοι διὰ τὴν Σχολὴν τῶν Ναυτικῶν Δοκίμων, τὴν Στρατιωτικὴν τῶν Εὐελπίδων καὶ τὸ Πολυτεχνεῖον. Γίνονται δ' ἐν τῷ Φροντιστηρίῳ δεκτοὶ καὶ οἱ Μαθηταί, δυνάμενοι νὰ παρακολουθῶσι ἐν ἑσπερινοῖς καὶ συγχρόνως νὰ φοιτῶσιν εἰς τὸ Γυμνάσιον. — [766, 1028, 978, 1193]
ad-title-code: ΚΩΔΙΞ — [814, 165, 930, 205]
ad-fashion-aidonopoulou — [996, 1362, 1541, 1945]
ad-line: τῆς ἀσυναγωνίστου ἀνεφίκτου εὐθηνίας — [1113, 1743, 1424, 1759]
section-heading-gazette: ΕΦΗΜΕΡΙΣ ΤΗΣ ΚΥΒΕΡΝΗΣΕΩΣ — [506, 881, 748, 918]
ad-title: ΠΑΡΕΛΗΦΘΗΣΑΝ — [1037, 390, 1189, 410]
section-heading: Ο ΤΣΑΡΟΣ ΕΙΣ ΤΟ ΣΤΡΑΤΟΠΕΔΟΝ — [20, 440, 256, 474]
ad-line: Ἐσώκλειστα θερμὰ καὶ λευκὰ καὶ ποικίλα εἰς τὸ ΕΙΔΙΚΟΝ Σ. Ἀρδακτικίδου Στοὰ Ἀρσακείου 1. — [773, 1374, 971, 1417]
book-row — [996, 1258, 1541, 1272]
book-row — [996, 1183, 1541, 1197]
